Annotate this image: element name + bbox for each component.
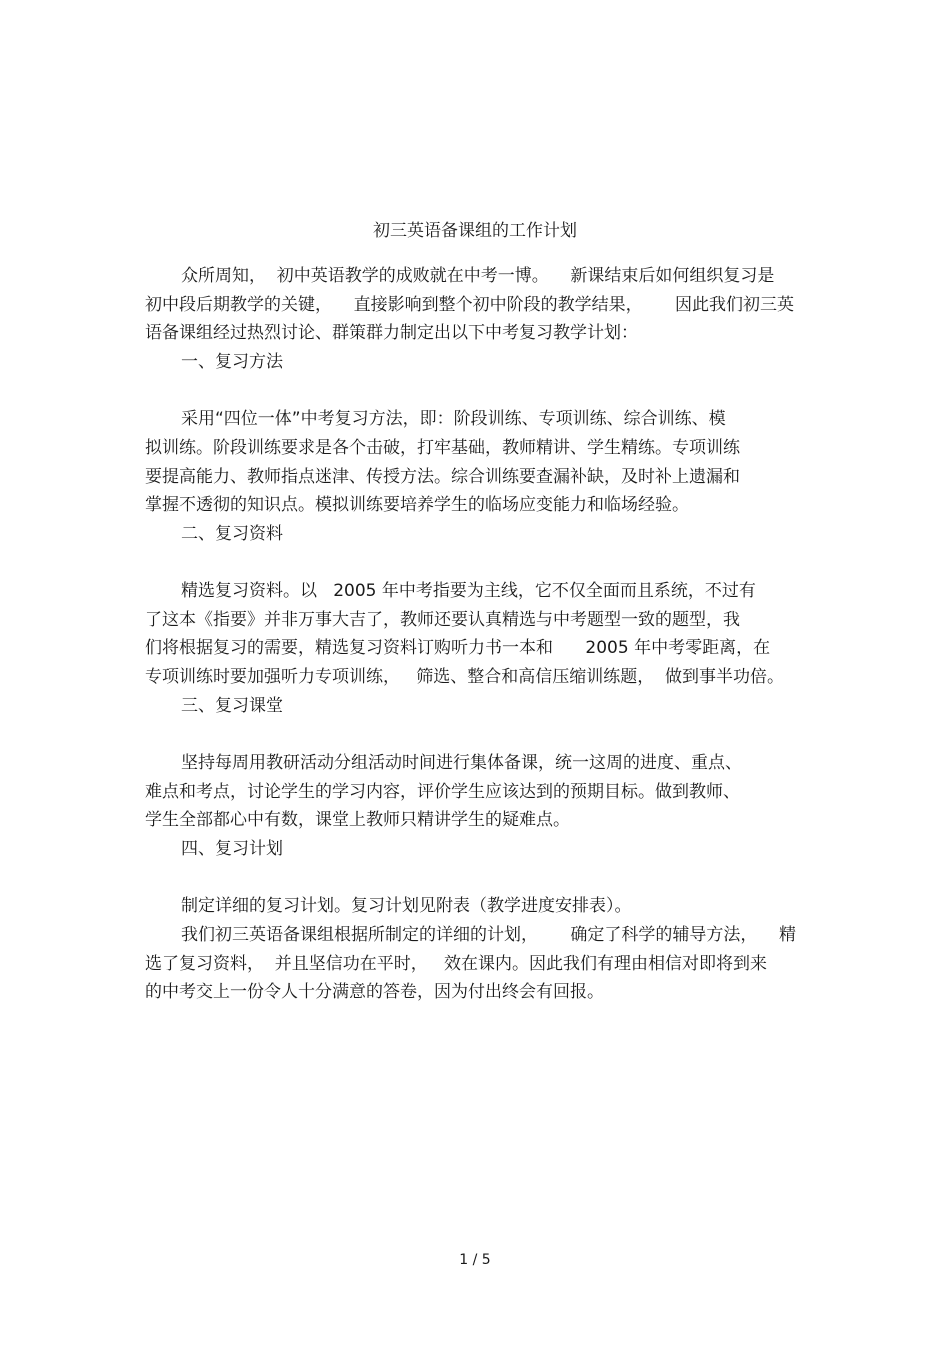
paragraph-line: 难点和考点，讨论学生的学习内容，评价学生应该达到的预期目标。做到教师、 — [145, 782, 740, 802]
section-heading: 一、复习方法 — [181, 352, 283, 372]
paragraph-line: 我们初三英语备课组根据所制定的详细的计划， 确定了科学的辅导方法， 精 — [181, 925, 797, 945]
section-heading: 四、复习计划 — [181, 839, 283, 859]
paragraph-line: 语备课组经过热烈讨论、群策群力制定出以下中考复习教学计划： — [145, 323, 638, 343]
paragraph-line: 了这本《指要》并非万事大吉了，教师还要认真精选与中考题型一致的题型，我 — [145, 610, 740, 630]
paragraph-line: 精选复习资料。以 2005 年中考指要为主线，它不仅全面而且系统，不过有 — [181, 581, 756, 601]
paragraph-line: 们将根据复习的需要，精选复习资料订购听力书一本和 2005 年中考零距离，在 — [145, 638, 771, 658]
paragraph-line: 专项训练时要加强听力专项训练， 筛选、整合和高信压缩训练题， 做到事半功倍。 — [145, 667, 785, 687]
section-heading: 三、复习课堂 — [181, 696, 283, 716]
paragraph-line: 制定详细的复习计划。复习计划见附表（教学进度安排表）。 — [181, 896, 632, 916]
paragraph-line: 的中考交上一份令人十分满意的答卷，因为付出终会有回报。 — [145, 982, 604, 1002]
page-number: 1 / 5 — [459, 1252, 491, 1268]
paragraph-line: 初中段后期教学的关键， 直接影响到整个初中阶段的教学结果， 因此我们初三英 — [145, 295, 795, 315]
document-title: 初三英语备课组的工作计划 — [373, 221, 577, 241]
section-heading: 二、复习资料 — [181, 524, 283, 544]
paragraph-line: 采用“四位一体”中考复习方法，即：阶段训练、专项训练、综合训练、模 — [181, 409, 726, 429]
paragraph-line: 掌握不透彻的知识点。模拟训练要培养学生的临场应变能力和临场经验。 — [145, 495, 689, 515]
paragraph-line: 坚持每周用教研活动分组活动时间进行集体备课，统一这周的进度、重点、 — [181, 753, 742, 773]
paragraph-line: 拟训练。阶段训练要求是各个击破，打牢基础，教师精讲、学生精练。专项训练 — [145, 438, 740, 458]
paragraph-line: 要提高能力、教师指点迷津、传授方法。综合训练要查漏补缺，及时补上遗漏和 — [145, 467, 740, 487]
paragraph-line: 学生全部都心中有数，课堂上教师只精讲学生的疑难点。 — [145, 810, 570, 830]
paragraph-line: 众所周知， 初中英语教学的成败就在中考一博。 新课结束后如何组织复习是 — [181, 266, 775, 286]
paragraph-line: 选了复习资料， 并且坚信功在平时， 效在课内。因此我们有理由相信对即将到来 — [145, 954, 768, 974]
